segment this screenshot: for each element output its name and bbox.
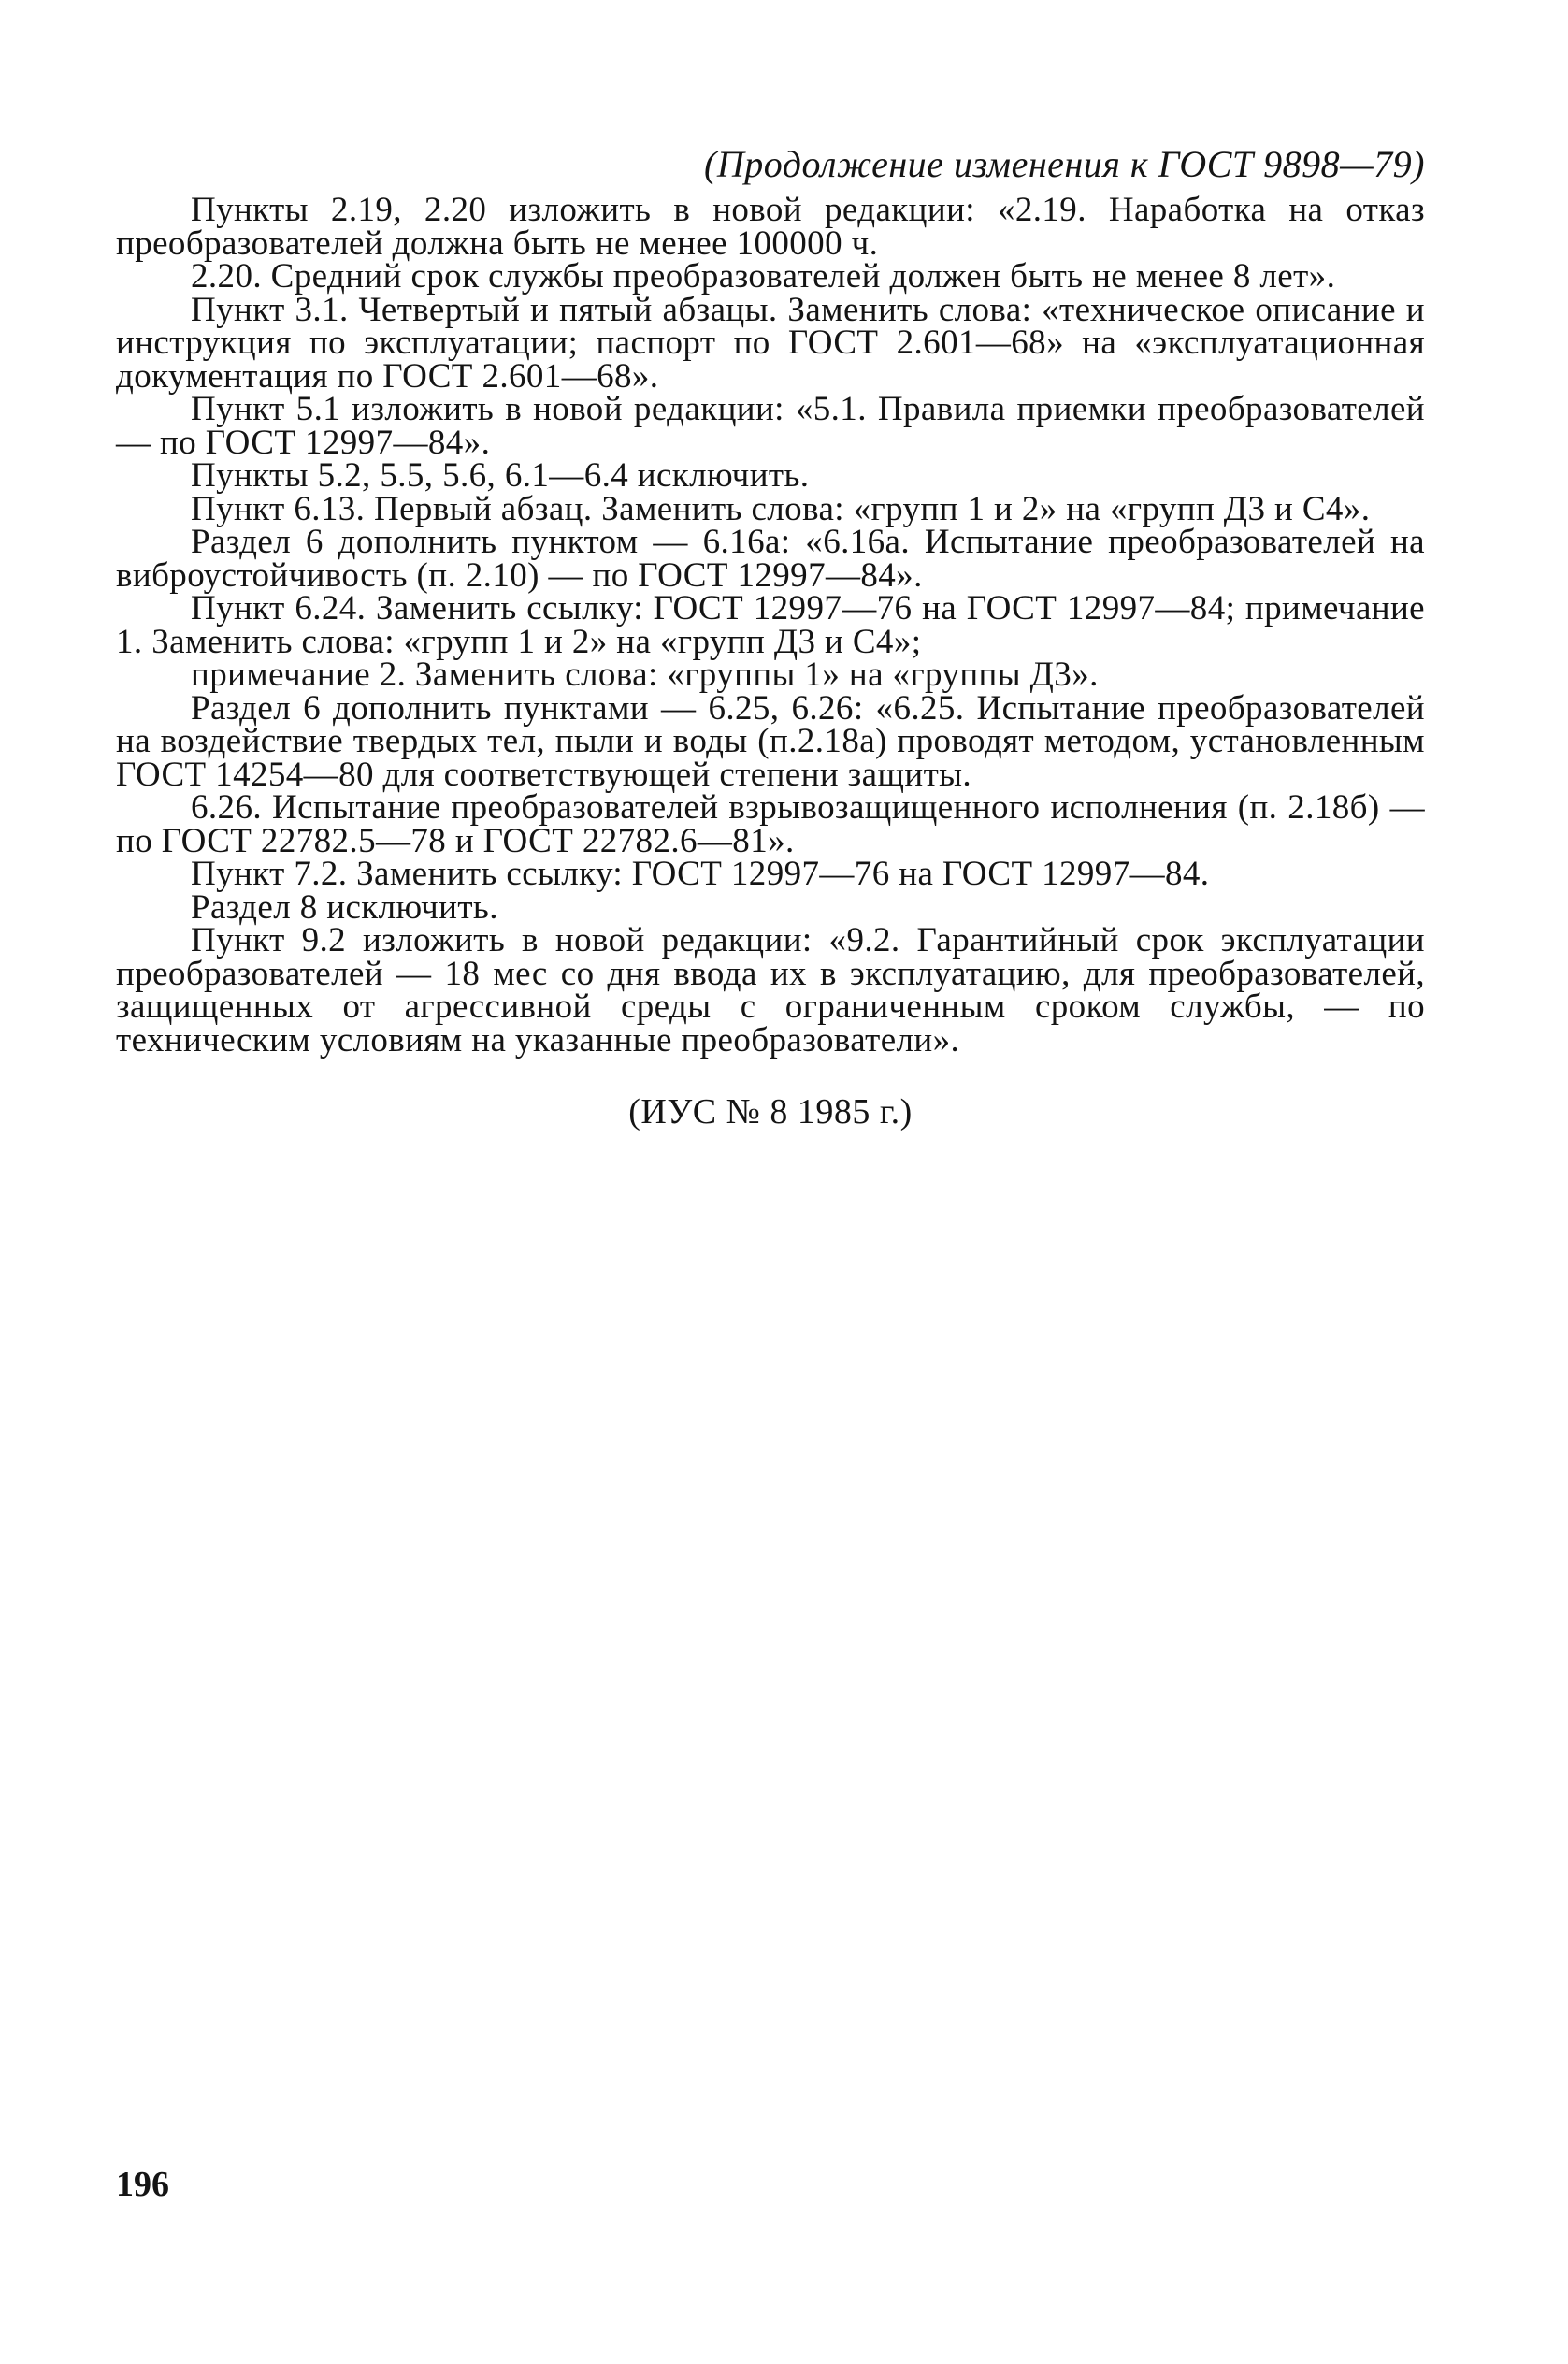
paragraph: примечание 2. Заменить слова: «группы 1» на «группы Д3».: [191, 656, 1099, 694]
paragraph: 6.26. Испытание преобразователей взрывозащищенного исполнения (п. 2.18б) — по ГОСТ 22782.5—78 и ГОСТ 22782.6—81».: [116, 788, 1425, 860]
paragraph: Пункт 5.1 изложить в новой редакции: «5.1. Правила приемки преобразователей — по ГОСТ 12997—84».: [116, 390, 1425, 462]
page-number: 196: [116, 2165, 169, 2204]
paragraph: Пункт 6.24. Заменить ссылку: ГОСТ 12997—76 на ГОСТ 12997—84; примечание 1. Заменить слова: «групп 1 и 2» на «групп Д3 и С4»;: [116, 589, 1425, 661]
amendment-text: [116, 191, 1425, 1059]
paragraph: Раздел 6 дополнить пунктами — 6.25, 6.26: «6.25. Испытание преобразователей на воздействие твердых тел, пыли и воды (п.2.18а) проводят методом, установленным ГОСТ 14254—80 для соответствующей степени защиты.: [116, 688, 1425, 794]
paragraph: Раздел 6 дополнить пунктом — 6.16а: «6.16а. Испытание преобразователей на виброустойчивость (п. 2.10) — по ГОСТ 12997—84».: [116, 523, 1425, 595]
source-reference: (ИУС № 8 1985 г.): [628, 1092, 913, 1132]
paragraph: Пункт 6.13. Первый абзац. Заменить слова: «групп 1 и 2» на «групп Д3 и С4».: [191, 489, 1371, 528]
paragraph: Пункт 3.1. Четвертый и пятый абзацы. Заменить слова: «техническое описание и инструкция по эксплуатации; паспорт по ГОСТ 2.601—68» на «эксплуатационная документация по ГОСТ 2.601—68».: [116, 290, 1425, 396]
paragraph: Пункты 2.19, 2.20 изложить в новой редакции: «2.19. Наработка на отказ преобразователей должна быть не менее 100000 ч.: [116, 191, 1425, 263]
paragraph: Пункты 5.2, 5.5, 5.6, 6.1—6.4 исключить.: [191, 456, 810, 495]
paragraph: Пункт 7.2. Заменить ссылку: ГОСТ 12997—76 на ГОСТ 12997—84.: [191, 855, 1210, 893]
paragraph: Раздел 8 исключить.: [191, 887, 498, 927]
paragraph: 2.20. Средний срок службы преобразователей должен быть не менее 8 лет».: [191, 257, 1336, 296]
paragraph: Пункт 9.2 изложить в новой редакции: «9.2. Гарантийный срок эксплуатации преобразователей — 18 мес со дня ввода их в эксплуатацию, для преобразователей, защищенных от агрессивной среды с ограниченным сроком службы, — по техническим условиям на указанные преобразователи».: [116, 921, 1425, 1059]
continuation-header: (Продолжение изменения к ГОСТ 9898—79): [704, 143, 1425, 185]
